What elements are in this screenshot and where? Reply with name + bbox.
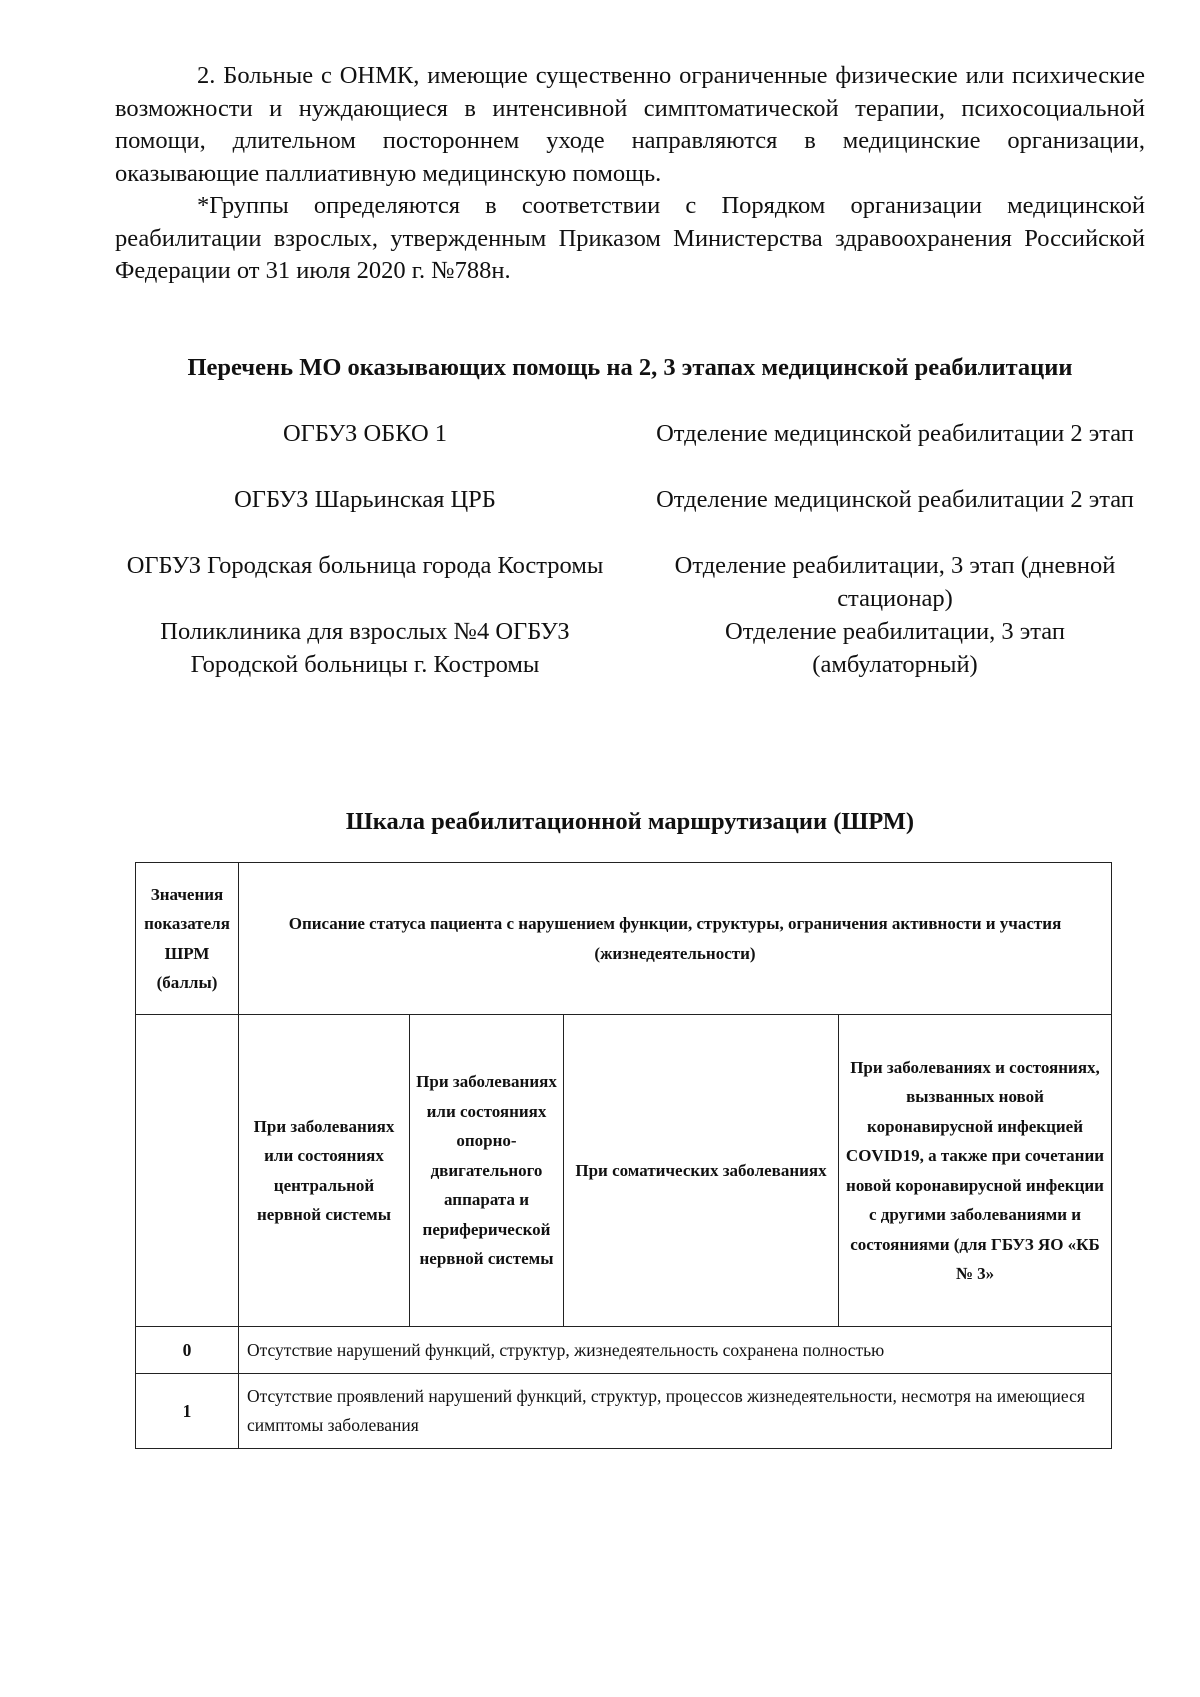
- mo-list-item: [115, 550, 1145, 615]
- mo-department: Отделение медицинской реабилитации 2 этап: [656, 486, 1134, 513]
- header-score: Значения показателя ШРМ (баллы): [136, 863, 239, 1015]
- shrm-table: [135, 862, 1112, 1449]
- mo-department: Отделение медицинской реабилитации 2 этап: [656, 420, 1134, 447]
- column-somatic: При соматических заболеваниях: [564, 1015, 839, 1327]
- empty-cell: [136, 1015, 239, 1327]
- score-description: Отсутствие проявлений нарушений функций, структур, процессов жизнедеятельности, несмотря на имеющиеся симптомы заболевания: [239, 1374, 1112, 1449]
- column-cns: При заболеваниях или состояниях центральной нервной системы: [239, 1015, 410, 1327]
- table-subheader-row: [136, 1015, 1112, 1327]
- mo-list-title: Перечень МО оказывающих помощь на 2, 3 этапах медицинской реабилитации: [187, 354, 1073, 381]
- mo-org-name: ОГБУЗ Шарьинская ЦРБ: [234, 486, 496, 513]
- mo-list-item: [115, 616, 1145, 681]
- table-header-row: [136, 863, 1112, 1015]
- table-row: [136, 1327, 1112, 1374]
- header-description: Описание статуса пациента с нарушением функции, структуры, ограничения активности и участия (жизнедеятельности): [239, 863, 1112, 1015]
- mo-org-name: Поликлиника для взрослых №4 ОГБУЗ Городской больницы г. Костромы: [160, 618, 570, 678]
- mo-list-item: [115, 484, 1145, 517]
- score-description: Отсутствие нарушений функций, структур, жизнедеятельность сохранена полностью: [239, 1327, 1112, 1374]
- table-row: [136, 1374, 1112, 1449]
- mo-department: Отделение реабилитации, 3 этап (амбулаторный): [725, 618, 1065, 678]
- paragraph-groups-note: *Группы определяются в соответствии с Порядком организации медицинской реабилитации взрослых, утвержденным Приказом Министерства здравоохранения Российской Федерации от 31 июля 2020 г. №788н.: [115, 192, 1145, 284]
- score-value: 0: [136, 1327, 239, 1374]
- mo-list-item: [115, 418, 1145, 451]
- paragraph-palliative: 2. Больные с ОНМК, имеющие существенно ограниченные физические или психические возможности и нуждающиеся в интенсивной симптоматической терапии, психосоциальной помощи, длительном постороннем уходе направляются в медицинские организации, оказывающие паллиативную медицинскую помощь.: [115, 62, 1145, 187]
- column-covid: При заболеваниях и состояниях, вызванных новой коронавирусной инфекцией COVID19, а также при сочетании новой коронавирусной инфекции с другими заболеваниями и состояниями (для ГБУЗ ЯО «КБ № 3»: [839, 1015, 1112, 1327]
- mo-org-name: ОГБУЗ ОБКО 1: [282, 420, 448, 447]
- score-value: 1: [136, 1374, 239, 1449]
- shrm-title: Шкала реабилитационной маршрутизации (ШРМ): [345, 808, 915, 835]
- mo-org-name: ОГБУЗ Городская больница города Костромы: [126, 552, 604, 579]
- mo-department: Отделение реабилитации, 3 этап (дневной стационар): [674, 552, 1116, 612]
- column-musculoskeletal: При заболеваниях или состояниях опорно-двигательного аппарата и периферической нервной системы: [410, 1015, 564, 1327]
